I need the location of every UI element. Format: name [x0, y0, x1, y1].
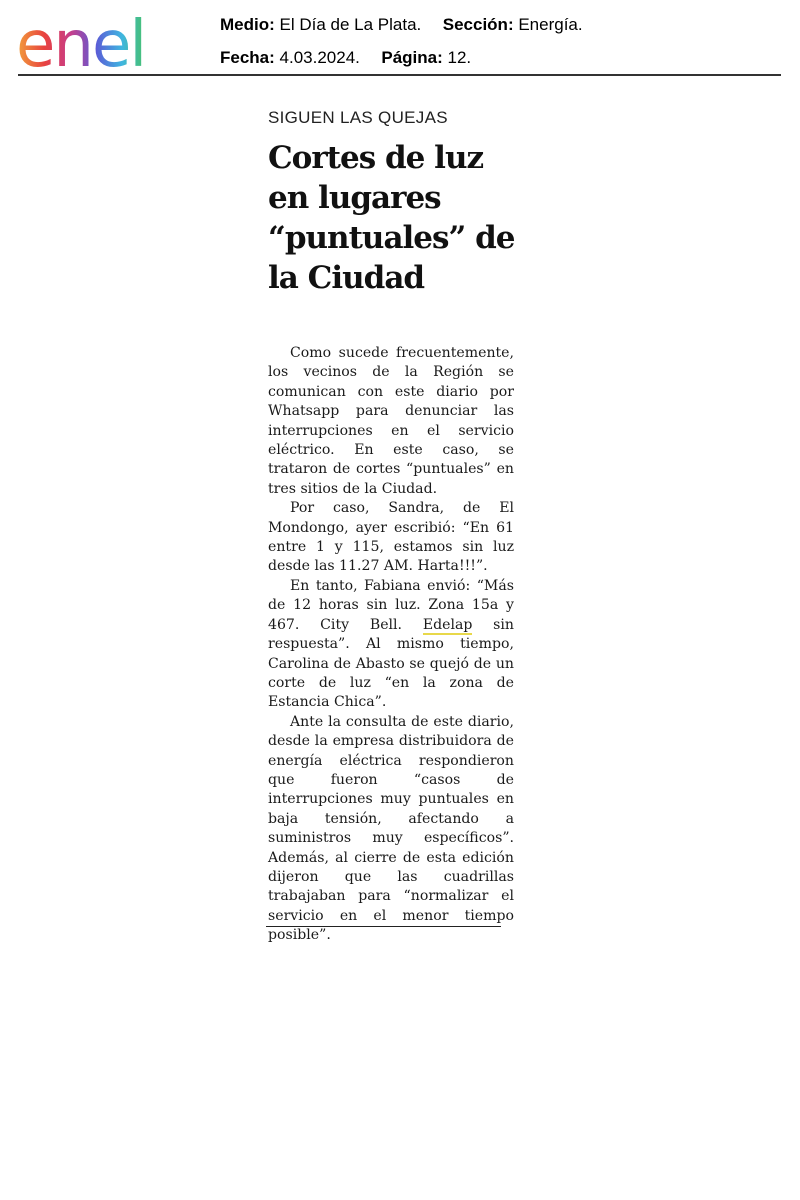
article-end-rule [266, 926, 501, 927]
fecha-label: Fecha: [220, 48, 275, 67]
enel-logo [14, 6, 184, 74]
pagina-value: 12. [447, 48, 472, 67]
highlighted-word: Edelap [422, 616, 473, 633]
seccion-value: Energía. [518, 15, 583, 34]
clipping-meta [220, 8, 583, 74]
meta-line-2 [220, 41, 583, 74]
header-divider [18, 74, 781, 76]
paragraph-text: En tanto, Fabiana envió: “Más de 12 horas sin luz. Zona 15a y 467. City Bell. [268, 577, 514, 633]
article-paragraph [268, 577, 514, 713]
seccion-label: Sección: [442, 15, 514, 34]
fecha-value: 4.03.2024. [279, 48, 360, 67]
article-body [268, 344, 514, 946]
paragraph-text: sin respuesta”. Al mismo tiempo, Carolina de Abasto se quejó de un corte de luz “en la zona de Estancia Chica”. [268, 616, 514, 711]
pagina-label: Página: [381, 48, 443, 67]
svg-text:enel: enel [16, 8, 146, 74]
medio-label: Medio: [220, 15, 275, 34]
article-paragraph: Por caso, Sandra, de El Mondongo, ayer escribió: “En 61 entre 1 y 115, estamos sin luz desde las 11.27 AM. Harta!!!”. [268, 500, 514, 575]
meta-line-1 [220, 8, 583, 41]
article [268, 106, 514, 946]
article-paragraph: Como sucede frecuentemente, los vecinos de la Región se comunican con este diario por Whatsapp para denunciar las interrupciones en el servicio eléctrico. En este caso, se trataron de cortes “puntuales” en tres sitios de la Ciudad. [268, 345, 514, 497]
article-kicker: SIGUEN LAS QUEJAS [268, 108, 448, 127]
article-paragraph: Ante la consulta de este diario, desde la empresa distribuidora de energía eléctrica respondieron que fueron “casos de interrupciones muy puntuales en baja tensión, afectando a suministros muy específicos”. Además, al cierre de esta edición dijeron que las cuadrillas trabajaban para “normalizar el servicio en el menor tiempo posible”. [268, 713, 514, 944]
medio-value: El Día de La Plata. [279, 15, 422, 34]
article-headline: Cortes de luz en lugares “puntuales” de la Ciudad [268, 140, 515, 296]
